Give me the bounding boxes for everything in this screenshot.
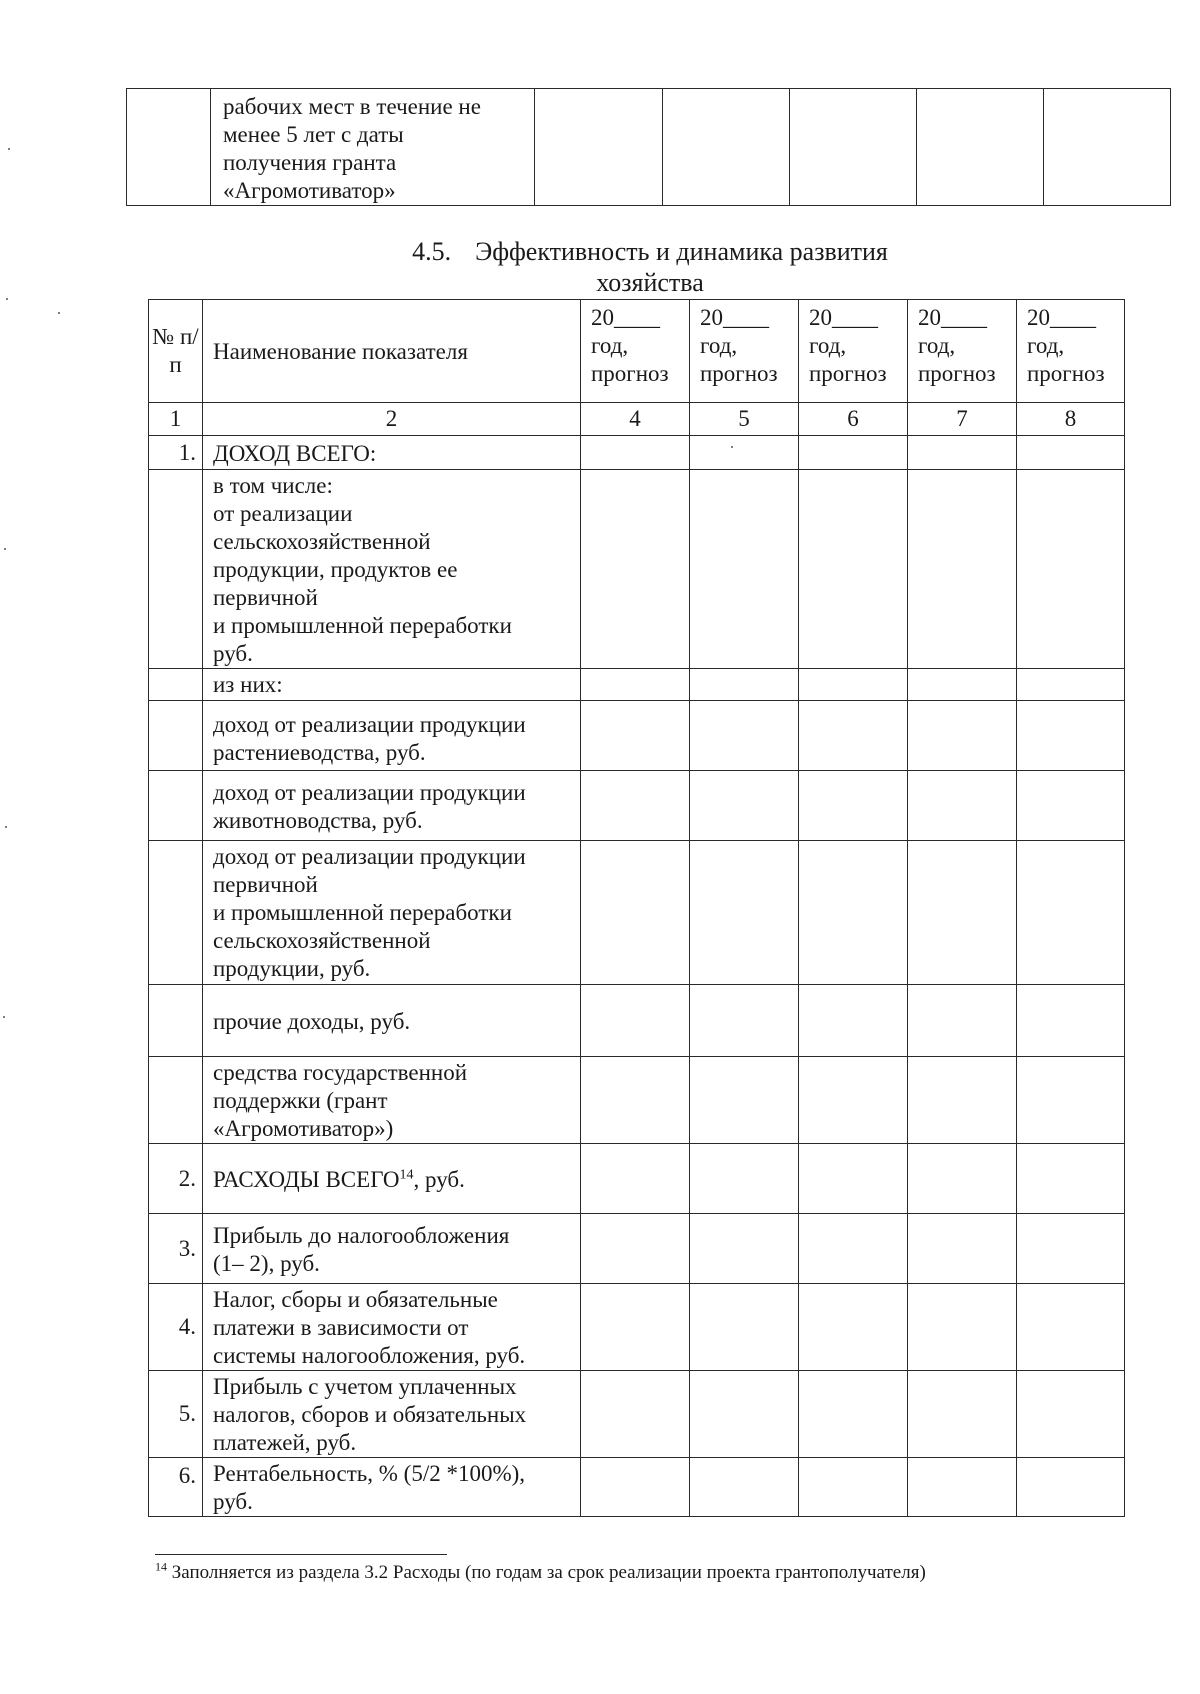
index-cell: 1 <box>149 403 203 436</box>
footnote-ref: 14 <box>399 1166 414 1182</box>
row-label <box>203 1144 581 1214</box>
section-title <box>0 236 1200 298</box>
row-number <box>149 1057 203 1144</box>
table-row <box>149 985 1125 1057</box>
cell-line: системы налогообложения, руб. <box>213 1343 526 1368</box>
cell-line: первичной <box>213 585 318 610</box>
index-cell: 4 <box>581 403 690 436</box>
row-number <box>149 701 203 771</box>
row-number: 2. <box>149 1144 203 1214</box>
section-title-text: Эффективность и динамика развития <box>475 237 888 266</box>
value-cell <box>908 771 1017 841</box>
value-cell <box>908 470 1017 669</box>
cell-line: налогов, сборов и обязательных <box>213 1402 527 1427</box>
value-cell <box>908 1214 1017 1284</box>
row-label <box>203 470 581 669</box>
scan-speck <box>8 148 10 150</box>
forecast-label: прогноз <box>1027 361 1105 386</box>
cell-line: рабочих мест в течение не <box>223 94 481 119</box>
cell-line: сельскохозяйственной <box>213 529 431 554</box>
value-cell <box>581 470 690 669</box>
year-label: 20____ <box>700 305 769 330</box>
table-row <box>127 89 1171 206</box>
row-label <box>203 1371 581 1458</box>
scan-speck <box>5 826 7 828</box>
cell-line: Прибыль с учетом уплаченных <box>213 1374 517 1399</box>
row-number: 5. <box>149 1371 203 1458</box>
value-cell <box>1017 841 1125 985</box>
row-number <box>149 985 203 1057</box>
value-cell <box>1017 436 1125 470</box>
cell-line: животноводства, руб. <box>213 808 423 833</box>
table-cell <box>535 89 663 206</box>
table-row <box>149 669 1125 701</box>
cell-line: доход от реализации продукции <box>213 712 526 737</box>
cell-line: и промышленной переработки <box>213 613 512 638</box>
table-row <box>149 470 1125 669</box>
value-cell <box>799 1057 908 1144</box>
row-label: прочие доходы, руб. <box>203 985 581 1057</box>
forecast-label: прогноз <box>700 361 778 386</box>
value-cell <box>690 470 799 669</box>
value-cell <box>1017 701 1125 771</box>
cell-line: менее 5 лет с даты <box>223 122 404 147</box>
value-cell <box>1017 771 1125 841</box>
scan-speck <box>58 312 60 314</box>
value-cell <box>799 985 908 1057</box>
cell-line: от реализации <box>213 501 353 526</box>
value-cell <box>1017 1371 1125 1458</box>
row-label <box>203 771 581 841</box>
header-year-7 <box>908 300 1017 403</box>
value-cell <box>799 1214 908 1284</box>
value-cell <box>799 771 908 841</box>
cell-line: средства государственной <box>213 1060 468 1085</box>
column-index-row <box>149 403 1125 436</box>
value-cell <box>799 1144 908 1214</box>
value-cell <box>799 1371 908 1458</box>
table-row <box>149 436 1125 470</box>
value-cell <box>690 701 799 771</box>
cell-line: Прибыль до налогообложения <box>213 1222 510 1248</box>
cell-line: первичной <box>213 872 318 897</box>
table-row <box>149 701 1125 771</box>
value-cell <box>799 470 908 669</box>
table-cell <box>663 89 790 206</box>
cell-line: Налог, сборы и обязательные <box>213 1287 498 1312</box>
footnote-mark: 14 <box>155 1559 167 1574</box>
year-label: 20____ <box>809 305 878 330</box>
index-cell: 8 <box>1017 403 1125 436</box>
top-table <box>126 88 1171 206</box>
value-cell <box>581 771 690 841</box>
cell-line: сельскохозяйственной <box>213 928 431 953</box>
value-cell <box>690 1458 799 1517</box>
table-cell <box>127 89 211 206</box>
section-number: 4.5. <box>412 237 452 266</box>
cell-line: руб. <box>213 641 253 666</box>
value-cell <box>1017 985 1125 1057</box>
cell-line: «Агромотиватор» <box>223 178 396 203</box>
value-cell <box>690 1144 799 1214</box>
scan-speck <box>6 298 8 300</box>
row-label-text: РАСХОДЫ ВСЕГО <box>213 1166 400 1192</box>
value-cell <box>690 669 799 701</box>
value-cell <box>581 701 690 771</box>
value-cell <box>581 436 690 470</box>
table-cell <box>1044 89 1171 206</box>
forecast-label: прогноз <box>918 361 996 386</box>
cell-line: платежей, руб. <box>213 1430 357 1455</box>
header-year-5 <box>690 300 799 403</box>
footnote <box>155 1561 926 1585</box>
row-number <box>149 841 203 985</box>
value-cell <box>1017 1214 1125 1284</box>
row-number: 4. <box>149 1284 203 1371</box>
value-cell <box>799 841 908 985</box>
cell-line: Рентабельность, % (5/2 *100%), <box>213 1461 526 1486</box>
value-cell <box>1017 1057 1125 1144</box>
cell-line: доход от реализации продукции <box>213 780 526 805</box>
row-label <box>203 1057 581 1144</box>
cell-line: продукции, продуктов ее <box>213 557 458 582</box>
value-cell <box>581 1284 690 1371</box>
header-year-8 <box>1017 300 1125 403</box>
cell-line: «Агромотиватор») <box>213 1116 394 1141</box>
year-label: 20____ <box>918 305 987 330</box>
value-cell <box>581 1458 690 1517</box>
cell-line: и промышленной переработки <box>213 900 512 925</box>
table-cell <box>790 89 917 206</box>
value-cell <box>908 1284 1017 1371</box>
row-number: 1. <box>149 436 203 470</box>
scan-speck <box>731 446 733 448</box>
year-sub: год, <box>809 333 847 358</box>
section-title-line1 <box>0 236 1200 267</box>
value-cell <box>581 985 690 1057</box>
row-number: 6. <box>149 1458 203 1517</box>
header-year-6 <box>799 300 908 403</box>
cell-line: поддержки (грант <box>213 1088 388 1113</box>
table-header-row <box>149 300 1125 403</box>
cell-line: в том числе: <box>213 473 333 498</box>
table-row <box>149 1144 1125 1214</box>
value-cell <box>690 1057 799 1144</box>
row-label: из них: <box>203 669 581 701</box>
index-cell: 7 <box>908 403 1017 436</box>
value-cell <box>581 841 690 985</box>
value-cell <box>908 841 1017 985</box>
row-label <box>203 1214 581 1284</box>
value-cell <box>799 436 908 470</box>
footnote-text: Заполняется из раздела 3.2 Расходы (по годам за срок реализации проекта грантополучателя) <box>171 1562 926 1583</box>
row-label <box>203 1284 581 1371</box>
index-cell: 6 <box>799 403 908 436</box>
value-cell <box>908 669 1017 701</box>
row-label <box>203 1458 581 1517</box>
row-label <box>203 841 581 985</box>
value-cell <box>908 1057 1017 1144</box>
forecast-label: прогноз <box>591 361 669 386</box>
table-row <box>149 1371 1125 1458</box>
table-row <box>149 1458 1125 1517</box>
value-cell <box>690 1284 799 1371</box>
row-number <box>149 669 203 701</box>
year-sub: год, <box>700 333 738 358</box>
value-cell <box>690 1214 799 1284</box>
table-row <box>149 1057 1125 1144</box>
value-cell <box>1017 1458 1125 1517</box>
value-cell <box>799 1458 908 1517</box>
value-cell <box>799 1284 908 1371</box>
value-cell <box>1017 470 1125 669</box>
value-cell <box>1017 1144 1125 1214</box>
year-label: 20____ <box>1027 305 1096 330</box>
year-sub: год, <box>591 333 629 358</box>
row-label-tail: , руб. <box>413 1166 465 1192</box>
value-cell <box>799 669 908 701</box>
table-row <box>149 771 1125 841</box>
value-cell <box>581 669 690 701</box>
year-label: 20____ <box>591 305 660 330</box>
value-cell <box>581 1144 690 1214</box>
value-cell <box>690 985 799 1057</box>
row-label: ДОХОД ВСЕГО: <box>203 436 581 470</box>
table-row <box>149 841 1125 985</box>
year-sub: год, <box>1027 333 1065 358</box>
value-cell <box>690 771 799 841</box>
footnote-separator <box>155 1554 447 1555</box>
value-cell <box>581 1214 690 1284</box>
section-title-line2: хозяйства <box>596 268 704 297</box>
value-cell <box>1017 1284 1125 1371</box>
value-cell <box>908 985 1017 1057</box>
header-year-4 <box>581 300 690 403</box>
cell-line: руб. <box>213 1489 253 1514</box>
value-cell <box>908 1371 1017 1458</box>
scan-speck <box>4 548 6 550</box>
cell-line: продукции, руб. <box>213 956 371 981</box>
cell-line: платежи в зависимости от <box>213 1315 469 1340</box>
value-cell <box>1017 669 1125 701</box>
value-cell <box>690 436 799 470</box>
value-cell <box>799 701 908 771</box>
scan-speck <box>3 1016 5 1018</box>
value-cell <box>908 701 1017 771</box>
value-cell <box>908 436 1017 470</box>
efficiency-table <box>148 299 1125 1517</box>
table-cell <box>211 89 535 206</box>
index-cell: 2 <box>203 403 581 436</box>
table-cell <box>917 89 1044 206</box>
value-cell <box>908 1458 1017 1517</box>
cell-line: получения гранта <box>223 150 397 175</box>
table-row <box>149 1284 1125 1371</box>
year-sub: год, <box>918 333 956 358</box>
row-number <box>149 470 203 669</box>
table-row <box>149 1214 1125 1284</box>
value-cell <box>690 841 799 985</box>
forecast-label: прогноз <box>809 361 887 386</box>
row-number: 3. <box>149 1214 203 1284</box>
value-cell <box>908 1144 1017 1214</box>
index-cell: 5 <box>690 403 799 436</box>
cell-line: растениеводства, руб. <box>213 740 426 765</box>
header-no: № п/п <box>149 300 203 403</box>
row-label <box>203 701 581 771</box>
cell-line: (1– 2), руб. <box>213 1250 320 1276</box>
header-name: Наименование показателя <box>203 300 581 403</box>
cell-line: доход от реализации продукции <box>213 844 526 869</box>
value-cell <box>690 1371 799 1458</box>
value-cell <box>581 1057 690 1144</box>
value-cell <box>581 1371 690 1458</box>
row-number <box>149 771 203 841</box>
